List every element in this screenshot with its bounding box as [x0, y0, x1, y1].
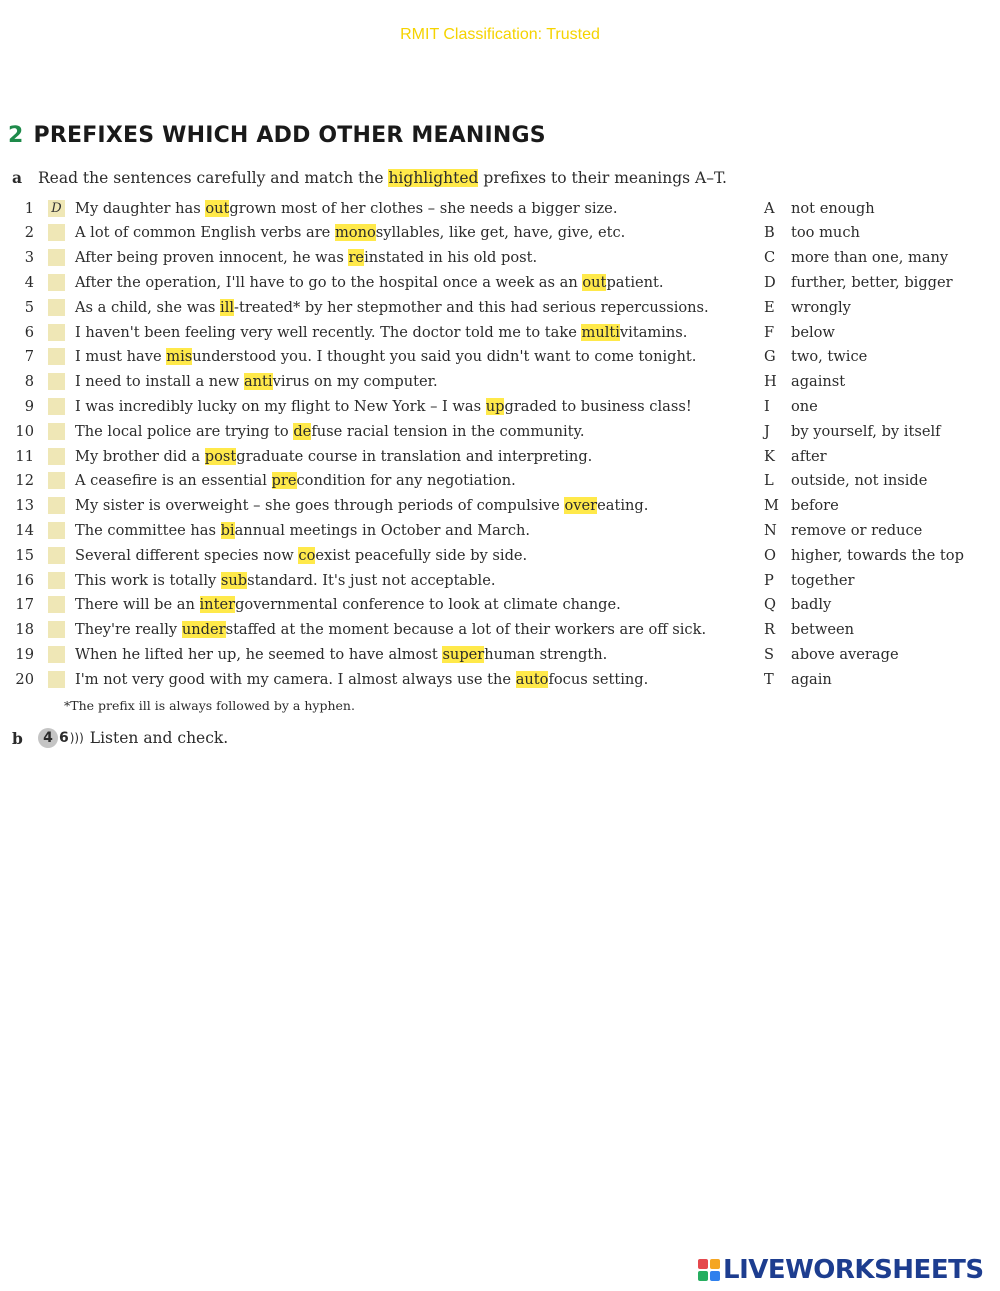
sentence-text — [75, 348, 696, 365]
sentence-post: patient. — [606, 273, 664, 291]
item-number: 6 — [24, 323, 34, 341]
answer-box[interactable] — [48, 348, 65, 365]
item-number: 10 — [15, 422, 34, 440]
meaning-item — [764, 569, 855, 591]
part-b-letter: b — [12, 728, 23, 748]
meaning-item — [764, 346, 867, 368]
item-number: 20 — [15, 670, 34, 688]
sentence-item — [0, 643, 760, 665]
meaning-item — [764, 197, 875, 219]
audio-track-sub: 6 — [59, 730, 69, 746]
meaning-letter: F — [764, 323, 775, 341]
part-a-letter: a — [12, 168, 23, 187]
sentence-item — [0, 668, 760, 690]
meaning-item — [764, 222, 860, 244]
meaning-text: further, better, bigger — [791, 273, 953, 291]
sentence-post: exist peacefully side by side. — [315, 546, 528, 564]
sentence-pre: This work is totally — [75, 571, 221, 589]
meaning-letter: B — [764, 224, 775, 242]
sentence-text — [75, 373, 438, 390]
prefix-highlight: out — [205, 199, 230, 217]
sentence-text — [75, 497, 648, 514]
sentence-text — [75, 522, 530, 539]
sentence-text — [75, 299, 709, 316]
meaning-item — [764, 668, 832, 690]
sentence-post: condition for any negotiation. — [296, 472, 516, 490]
sentence-post: instated in his old post. — [364, 249, 538, 267]
sentence-pre: My brother did a — [75, 447, 205, 465]
meaning-item — [764, 296, 851, 318]
part-b-text: Listen and check. — [89, 729, 229, 747]
meaning-text: between — [791, 621, 855, 639]
meaning-text: wrongly — [791, 298, 851, 316]
section-number: 2 — [8, 123, 24, 148]
meaning-letter: L — [764, 472, 774, 490]
sentence-pre: There will be an — [75, 596, 200, 614]
meaning-text: together — [791, 571, 855, 589]
meaning-text: against — [791, 373, 846, 391]
meaning-text: before — [791, 497, 839, 515]
sentence-pre: I need to install a new — [75, 373, 244, 391]
answer-box[interactable] — [48, 423, 65, 440]
item-number: 16 — [15, 571, 34, 589]
sentence-post: eating. — [597, 497, 649, 515]
meaning-item — [764, 420, 941, 442]
item-number: 1 — [24, 199, 34, 217]
sentence-post: fuse racial tension in the community. — [311, 422, 585, 440]
sentence-post: governmental conference to look at climate change. — [235, 596, 621, 614]
sentence-text — [75, 398, 692, 415]
meaning-letter: H — [764, 373, 777, 391]
instruction-before: Read the sentences carefully and match the — [38, 169, 384, 187]
sentence-post: syllables, like get, have, give, etc. — [375, 224, 626, 242]
prefix-highlight: inter — [199, 596, 236, 614]
meaning-text: one — [791, 397, 818, 415]
meaning-text: badly — [791, 596, 832, 614]
answer-box[interactable] — [48, 472, 65, 489]
sentence-item — [0, 594, 760, 616]
sentence-post: understood you. I thought you said you didn't want to come tonight. — [192, 348, 697, 366]
sentence-item — [0, 495, 760, 517]
sentence-text — [75, 274, 664, 291]
classification-label: RMIT Classification: Trusted — [400, 26, 600, 43]
prefix-highlight: co — [298, 546, 316, 564]
sentence-text — [75, 596, 621, 613]
sentence-pre: My daughter has — [75, 199, 206, 217]
sentence-post: graduate course in translation and interpreting. — [236, 447, 593, 465]
instruction-after: prefixes to their meanings A–T. — [483, 169, 727, 187]
sentence-text — [75, 200, 617, 217]
item-number: 3 — [24, 249, 34, 267]
answer-box[interactable] — [48, 274, 65, 291]
answer-box[interactable] — [48, 497, 65, 514]
prefix-highlight: post — [204, 447, 237, 465]
sentence-post: focus setting. — [548, 670, 649, 688]
meaning-text: more than one, many — [791, 249, 949, 267]
sentence-item — [0, 519, 760, 541]
sentence-text — [75, 472, 516, 489]
meaning-text: again — [791, 670, 832, 688]
answer-box[interactable] — [48, 671, 65, 688]
prefix-highlight: auto — [515, 670, 549, 688]
meaning-text: two, twice — [791, 348, 868, 366]
answer-box[interactable] — [48, 621, 65, 638]
answer-box[interactable] — [48, 596, 65, 613]
sentence-item — [0, 296, 760, 318]
sentence-pre: A lot of common English verbs are — [75, 224, 335, 242]
sentence-pre: The local police are trying to — [75, 422, 294, 440]
sentence-text — [75, 249, 537, 266]
sentence-pre: I was incredibly lucky on my flight to New York – I was — [75, 397, 486, 415]
answer-box[interactable] — [48, 547, 65, 564]
audio-track-number: 4 — [38, 728, 58, 748]
sentence-post: standard. It's just not acceptable. — [247, 571, 496, 589]
sentence-item — [0, 395, 760, 417]
prefix-highlight: anti — [243, 373, 273, 391]
sentence-item — [0, 271, 760, 293]
prefix-highlight: super — [442, 645, 485, 663]
meaning-text: below — [791, 323, 835, 341]
meaning-item — [764, 594, 831, 616]
sentence-item — [0, 321, 760, 343]
sentence-post: human strength. — [484, 645, 608, 663]
prefix-highlight: out — [582, 273, 607, 291]
answer-box[interactable]: D — [48, 200, 65, 217]
sentence-item — [0, 371, 760, 393]
answer-box[interactable] — [48, 299, 65, 316]
meaning-item — [764, 544, 964, 566]
meaning-item — [764, 643, 899, 665]
sentence-item — [0, 445, 760, 467]
item-number: 15 — [15, 546, 34, 564]
meaning-text: too much — [791, 224, 860, 242]
meaning-item — [764, 321, 835, 343]
logo-grid-icon — [698, 1259, 720, 1281]
meaning-letter: S — [764, 645, 774, 663]
answer-box[interactable] — [48, 398, 65, 415]
prefix-highlight: bi — [220, 521, 235, 539]
meaning-letter: N — [764, 521, 777, 539]
item-number: 9 — [24, 397, 34, 415]
prefix-highlight: under — [181, 621, 226, 639]
sentence-pre: When he lifted her up, he seemed to have almost — [75, 645, 443, 663]
answer-box[interactable] — [48, 224, 65, 241]
sentence-item — [0, 420, 760, 442]
liveworksheets-logo — [698, 1255, 984, 1285]
meaning-item — [764, 371, 845, 393]
meaning-text: higher, towards the top — [791, 546, 964, 564]
meaning-text: outside, not inside — [791, 472, 928, 490]
sentence-text — [75, 671, 648, 688]
sentence-pre: A ceasefire is an essential — [75, 472, 272, 490]
answer-box[interactable] — [48, 572, 65, 589]
sentence-text — [75, 423, 584, 440]
sentence-pre: I must have — [75, 348, 167, 366]
meaning-letter: G — [764, 348, 776, 366]
meaning-letter: J — [764, 422, 770, 440]
sentence-pre: I'm not very good with my camera. I almost always use the — [75, 670, 516, 688]
meaning-letter: M — [764, 497, 779, 515]
meaning-item — [764, 495, 839, 517]
section-title: PREFIXES WHICH ADD OTHER MEANINGS — [33, 123, 546, 148]
answer-box[interactable] — [48, 448, 65, 465]
answer-box[interactable] — [48, 646, 65, 663]
sentence-post: virus on my computer. — [272, 373, 438, 391]
meaning-letter: T — [764, 670, 774, 688]
item-number: 12 — [15, 472, 34, 490]
item-number: 8 — [24, 373, 34, 391]
answer-box[interactable] — [48, 249, 65, 266]
sentence-pre: The committee has — [75, 521, 221, 539]
prefix-highlight: up — [485, 397, 505, 415]
item-number: 4 — [24, 273, 34, 291]
sentence-text — [75, 224, 625, 241]
meaning-text: remove or reduce — [791, 521, 923, 539]
sentence-item — [0, 569, 760, 591]
meaning-letter: P — [764, 571, 774, 589]
meaning-letter: I — [764, 397, 770, 415]
sentence-pre: They're really — [75, 621, 182, 639]
prefix-highlight: ill — [220, 298, 235, 316]
instruction-highlight: highlighted — [388, 169, 479, 187]
part-b-instruction — [12, 728, 228, 748]
footnote: *The prefix ill is always followed by a hyphen. — [64, 698, 355, 713]
meaning-item — [764, 247, 948, 269]
sentence-text — [75, 448, 592, 465]
sentence-pre: My sister is overweight – she goes through periods of compulsive — [75, 497, 565, 515]
sentence-post: staffed at the moment because a lot of their workers are off sick. — [225, 621, 707, 639]
prefix-highlight: pre — [271, 472, 297, 490]
meaning-letter: A — [764, 199, 775, 217]
section-heading — [8, 123, 546, 148]
prefix-highlight: mis — [166, 348, 193, 366]
item-number: 2 — [24, 224, 34, 242]
sentence-item — [0, 197, 760, 219]
sentence-text — [75, 572, 495, 589]
sentence-post: grown most of her clothes – she needs a bigger size. — [229, 199, 618, 217]
sentence-text — [75, 324, 687, 341]
meaning-letter: O — [764, 546, 776, 564]
meaning-letter: C — [764, 249, 776, 267]
meaning-text: by yourself, by itself — [791, 422, 941, 440]
meaning-text: after — [791, 447, 827, 465]
sentence-post: vitamins. — [619, 323, 688, 341]
meaning-item — [764, 519, 922, 541]
item-number: 18 — [15, 621, 34, 639]
sentence-item — [0, 346, 760, 368]
meaning-letter: D — [764, 273, 776, 291]
prefix-highlight: multi — [581, 323, 620, 341]
sentence-pre: After being proven innocent, he was — [75, 249, 349, 267]
answer-box[interactable] — [48, 324, 65, 341]
item-number: 17 — [15, 596, 34, 614]
part-a-instruction — [12, 168, 727, 187]
sentence-text — [75, 621, 706, 638]
meaning-item — [764, 271, 953, 293]
sentence-pre: Several different species now — [75, 546, 299, 564]
sentence-text — [75, 547, 527, 564]
meaning-letter: K — [764, 447, 775, 465]
meaning-item — [764, 619, 854, 641]
sentence-pre: I haven't been feeling very well recently. The doctor told me to take — [75, 323, 582, 341]
meaning-item — [764, 445, 827, 467]
audio-track-button[interactable] — [38, 728, 84, 748]
meaning-text: above average — [791, 645, 899, 663]
prefix-highlight: de — [293, 422, 312, 440]
meaning-letter: E — [764, 298, 775, 316]
sound-wave-icon: ))) — [69, 731, 84, 745]
item-number: 13 — [15, 497, 34, 515]
sentence-item — [0, 619, 760, 641]
sentence-post: graded to business class! — [504, 397, 692, 415]
sentence-post: -treated* by her stepmother and this had serious repercussions. — [234, 298, 709, 316]
meaning-item — [764, 470, 927, 492]
prefix-highlight: re — [348, 249, 365, 267]
answer-box[interactable] — [48, 373, 65, 390]
item-number: 14 — [15, 521, 34, 539]
meaning-letter: Q — [764, 596, 776, 614]
item-number: 19 — [15, 645, 34, 663]
meaning-item — [764, 395, 818, 417]
meaning-letter: R — [764, 621, 775, 639]
sentence-pre: After the operation, I'll have to go to the hospital once a week as an — [75, 273, 583, 291]
item-number: 5 — [24, 298, 34, 316]
sentence-item — [0, 470, 760, 492]
prefix-highlight: sub — [220, 571, 248, 589]
item-number: 11 — [15, 447, 34, 465]
meaning-text: not enough — [791, 199, 875, 217]
sentence-post: annual meetings in October and March. — [234, 521, 531, 539]
sentence-item — [0, 544, 760, 566]
item-number: 7 — [24, 348, 34, 366]
sentence-pre: As a child, she was — [75, 298, 221, 316]
sentence-text — [75, 646, 607, 663]
logo-text: LIVEWORKSHEETS — [723, 1255, 984, 1285]
answer-box[interactable] — [48, 522, 65, 539]
sentence-item — [0, 247, 760, 269]
prefix-highlight: mono — [334, 224, 376, 242]
prefix-highlight: over — [564, 497, 598, 515]
sentence-item — [0, 222, 760, 244]
